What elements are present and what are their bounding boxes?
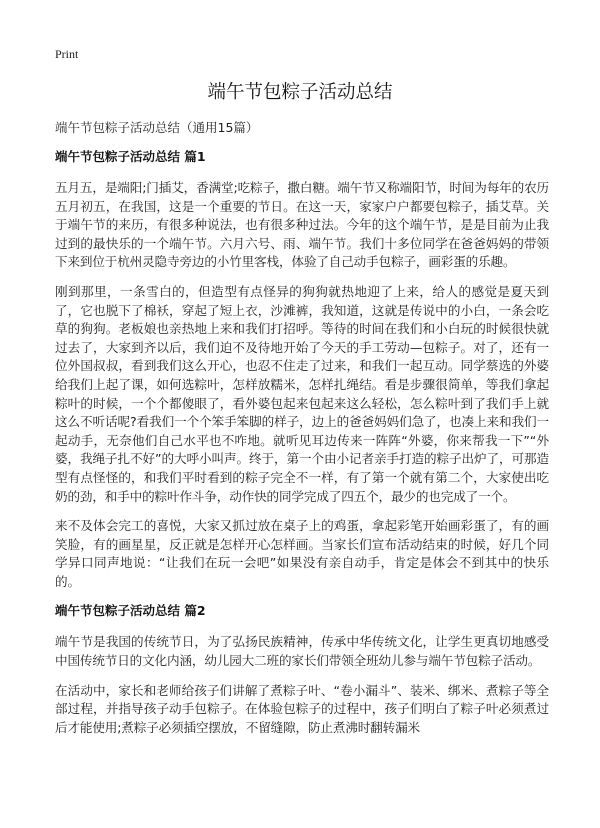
paragraph: 五月五，是端阳;门插艾，香满堂;吃粽子，撒白糖。端午节又称端阳节，时间为每年的农历五月初五，在我国，这是一个重要的节日。在这一天，家家户户都要包粽子，插艾草。关于端午节的来历，有很多种说法，也有很多种过法。今年的这个端午节，是是目前为止我过到的最快乐的一个端午节。六月六号、雨、端午节。我们十多位同学在爸爸妈妈的带领下来到位于杭州灵隐寺旁边的小竹里客栈，体验了自己动手包粽子，画彩蛋的乐趣。	[55, 180, 549, 270]
paragraph: 刚到那里，一条雪白的，但造型有点怪异的狗狗就热地迎了上来，给人的感觉是夏天到了，它也脱下了棉袄，穿起了短上衣，沙滩裤，我知道，这就是传说中的小白，一条会吃草的狗狗。老板娘也亲热地上来和我们打招呼。等待的时间在我们和小白玩的时候很快就过去了，大家到齐以后，我们迫不及待地开始了今天的手工劳动—包粽子。对了，还有一位外国叔叔，看到我们这么开心，也忍不住走了过来，和我们一起互动。同学蔡选的外婆给我们上起了课，如何选粽叶，怎样放糯米，怎样扎绳结。看是步骤很简单，等我们拿起粽叶的时候，一个个都傻眼了，看外婆包起来包起来这么轻松，怎么粽叶到了我们手上就这么不听话呢?看我们一个个笨手笨脚的样子，边上的爸爸妈妈们急了，也凑上来和我们一起动手，无奈他们自己水平也不咋地。就听见耳边传来一阵阵“外婆，你来帮我一下”“外婆，我绳子扎不好”的大呼小叫声。终于，第一个由小记者亲手打造的粽子出炉了，可那造型有点怪怪的，和我们平时看到的粽子完全不一样，有了第一个就有第二个，大家使出吃奶的劲，和手中的粽叶作斗争，动作快的同学完成了四五个，最少的也完成了一个。	[55, 283, 549, 504]
document-subtitle: 端午节包粽子活动总结（通用15篇）	[55, 120, 259, 135]
print-link[interactable]: Print	[55, 47, 79, 61]
document-body	[55, 148, 549, 748]
section-2	[55, 602, 549, 737]
paragraph: 在活动中，家长和老师给孩子们讲解了煮粽子叶、“卷小漏斗”、装米、绑米、煮粽子等全部过程，并指导孩子动手包粽子。在体验包粽子的过程中，孩子们明白了粽子叶必须煮过后才能使用;煮粽子必须插空摆放，不留缝隙，防止煮沸时翻转漏米	[55, 682, 549, 735]
paragraph: 端午节是我国的传统节日，为了弘扬民族精神，传承中华传统文化，让学生更真切地感受中国传统节日的文化内涵，幼儿园大二班的家长们带领全班幼儿参与端午节包粽子活动。	[55, 634, 549, 669]
paragraph: 来不及体会完工的喜悦，大家又抓过放在桌子上的鸡蛋，拿起彩笔开始画彩蛋了，有的画笑脸，有的画星星，反正就是怎样开心怎样画。当家长们宣布活动结束的时候，好几个同学异口同声地说：“让我们在玩一会吧”如果没有亲自动手，肯定是体会不到其中的快乐的。	[55, 518, 549, 589]
page-title: 端午节包粽子活动总结	[207, 82, 393, 103]
section-1	[55, 148, 549, 591]
section-heading: 端午节包粽子活动总结 篇1	[55, 149, 206, 164]
section-heading: 端午节包粽子活动总结 篇2	[55, 603, 206, 619]
